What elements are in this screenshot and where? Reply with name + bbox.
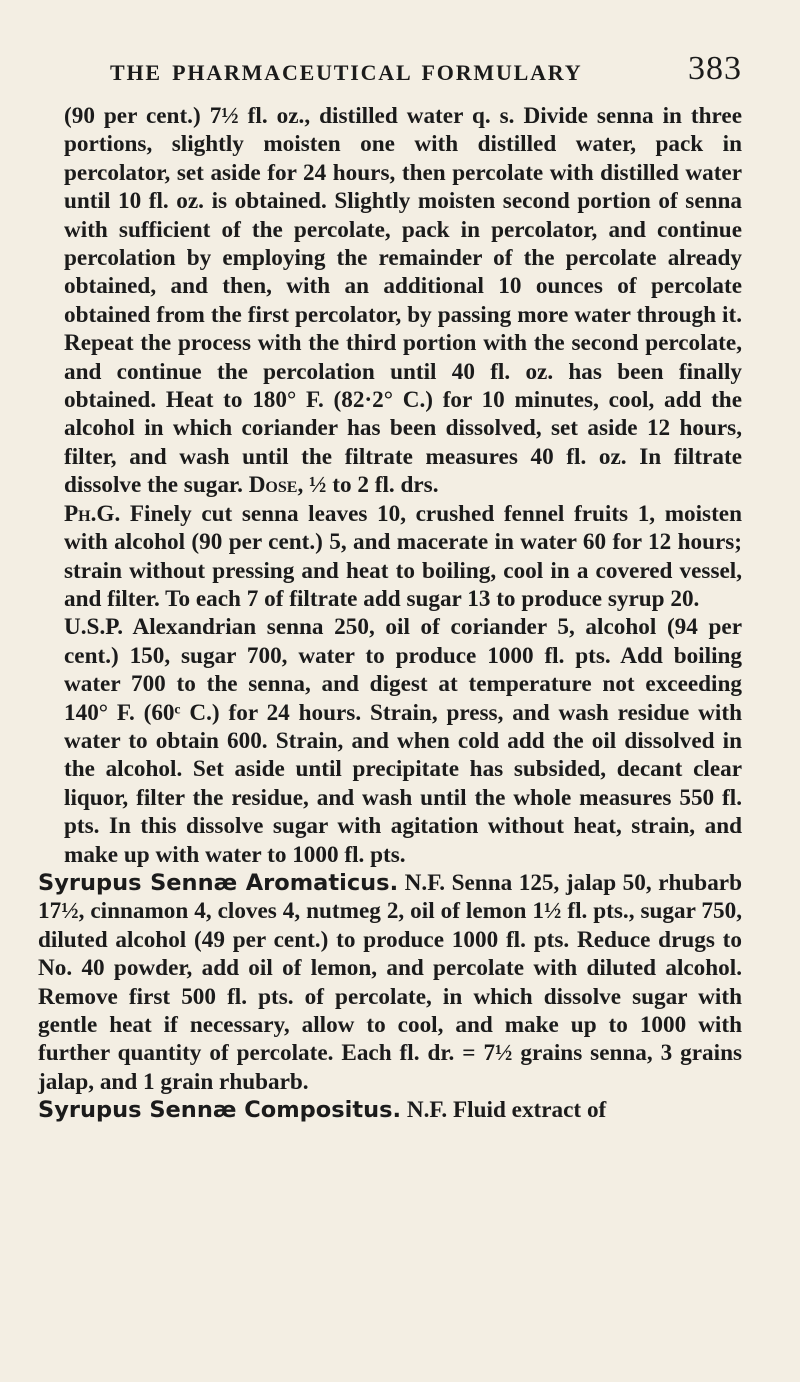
pharmacopoeia-label: Ph.G. (64, 500, 121, 527)
running-head (110, 48, 742, 92)
dose-label: Dose, (248, 472, 304, 499)
paragraph-ph-g (38, 500, 742, 614)
paragraph-text: U.S.P. Alexandrian senna 250, oil of coriander 5, alcohol (94 per cent.) 150, sugar 700, water to produce 1000 fl. pts. Add boiling water 700 to the senna, and digest at temperature not exceeding 140° F. (60ᶜ C.) for 24 hours. Strain, press, and wash residue with water to obtain 600. Strain, and when cold add the oil dissolved in the alcohol. Set aside until precipitate has subsided, decant clear liquor, filter the residue, and wash until the whole measures 550 fl. pts. In this dissolve sugar with agitation without heat, strain, and make up with water to 1000 fl. pts. (64, 614, 742, 868)
paragraph-continuation (38, 102, 742, 500)
entry-text: N.F. Senna 125, jalap 50, rhubarb 17½, cinnamon 4, cloves 4, nutmeg 2, oil of lemon 1½ fl. pts., sugar 750, diluted alcohol (49 per cent.) to produce 1000 fl. pts. Reduce drugs to No. 40 powder, add oil of lemon, and percolate with diluted alcohol. Remove first 500 fl. pts. of percolate, in which dissolve sugar with gentle heat if necessary, allow to cool, and make up to 1000 with further quantity of percolate. Each fl. dr. = 7½ grains senna, 3 grains jalap, and 1 grain rhubarb. (38, 869, 742, 1095)
entry-term: Syrupus Sennæ Aromaticus. (38, 869, 399, 896)
running-title: THE PHARMACEUTICAL FORMULARY (110, 60, 583, 85)
entry-syrupus-sennae-aromaticus (38, 869, 742, 1096)
entry-term: Syrupus Sennæ Compositus. (38, 1097, 402, 1124)
paragraph-text: Finely cut senna leaves 10, crushed fennel fruits 1, moisten with alcohol (90 per cent.) 5, and macerate in water 60 for 12 hours; strain without pressing and heat to boiling, cool in a covered vessel, and filter. To each 7 of filtrate add sugar 13 to produce syrup 20. (64, 500, 742, 612)
paragraph-text: (90 per cent.) 7½ fl. oz., distilled water q. s. Divide senna in three portions, slightly moisten one with distilled water, pack in percolator, set aside for 24 hours, then percolate with distilled water until 10 fl. oz. is obtained. Slightly moisten second portion of senna with sufficient of the percolate, pack in percolator, and continue percolation by employing the remainder of the percolate already obtained, and then, with an additional 10 ounces of percolate obtained from the first percolator, by passing more water through it. Repeat the process with the third portion with the second percolate, and continue the percolation until 40 fl. oz. has been finally obtained. Heat to 180° F. (82·2° C.) for 10 minutes, cool, add the alcohol in which coriander has been dissolved, set aside 12 hours, filter, and wash until the filtrate measures 40 fl. oz. In filtrate dissolve the sugar. (64, 103, 742, 499)
dose-text: ½ to 2 fl. drs. (303, 472, 439, 499)
body-text (38, 102, 742, 1125)
entry-text: N.F. Fluid extract of (401, 1097, 607, 1124)
entry-syrupus-sennae-compositus (38, 1096, 742, 1124)
page-number: 383 (688, 50, 742, 87)
paragraph-usp (38, 613, 742, 869)
